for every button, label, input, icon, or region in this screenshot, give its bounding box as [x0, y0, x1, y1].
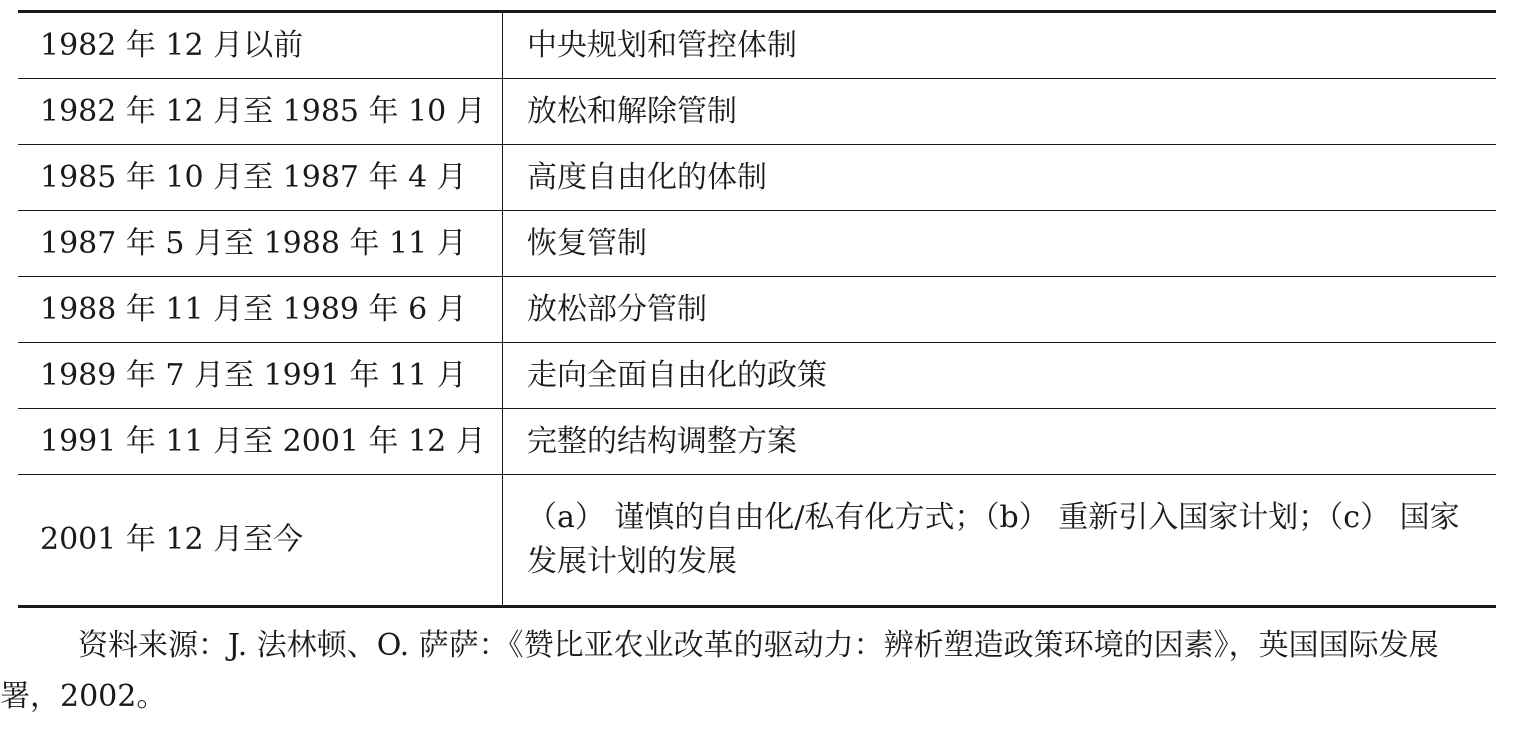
- table-row: [18, 79, 1496, 145]
- policy-cell: 完整的结构调整方案: [503, 409, 1497, 475]
- period-cell: 1989 年 7 月至 1991 年 11 月: [18, 343, 503, 409]
- table-row: [18, 475, 1496, 607]
- table-row: [18, 409, 1496, 475]
- table-row: [18, 145, 1496, 211]
- period-cell: 1985 年 10 月至 1987 年 4 月: [18, 145, 503, 211]
- period-cell: 1988 年 11 月至 1989 年 6 月: [18, 277, 503, 343]
- source-note: 资料来源：J. 法林顿、O. 萨萨：《赞比亚农业改革的驱动力：辨析塑造政策环境的因素》，英国国际发展署，2002。: [0, 628, 1439, 714]
- period-cell: 1991 年 11 月至 2001 年 12 月: [18, 409, 503, 475]
- table-row: [18, 343, 1496, 409]
- policy-period-table: [18, 10, 1496, 608]
- policy-cell: 放松部分管制: [503, 277, 1497, 343]
- policy-cell: 恢复管制: [503, 211, 1497, 277]
- policy-period-table-container: [18, 10, 1496, 608]
- policy-cell: 中央规划和管控体制: [503, 12, 1497, 79]
- period-cell: 1982 年 12 月至 1985 年 10 月: [18, 79, 503, 145]
- policy-cell: 放松和解除管制: [503, 79, 1497, 145]
- table-row: [18, 211, 1496, 277]
- policy-cell: （a） 谨慎的自由化/私有化方式；（b） 重新引入国家计划；（c） 国家发展计划的发展: [527, 500, 1460, 579]
- table-row: [18, 277, 1496, 343]
- policy-cell: 走向全面自由化的政策: [503, 343, 1497, 409]
- period-cell: 2001 年 12 月至今: [18, 475, 503, 607]
- policy-cell: 高度自由化的体制: [503, 145, 1497, 211]
- period-cell: 1982 年 12 月以前: [18, 12, 503, 79]
- table-row: [18, 12, 1496, 79]
- period-cell: 1987 年 5 月至 1988 年 11 月: [18, 211, 503, 277]
